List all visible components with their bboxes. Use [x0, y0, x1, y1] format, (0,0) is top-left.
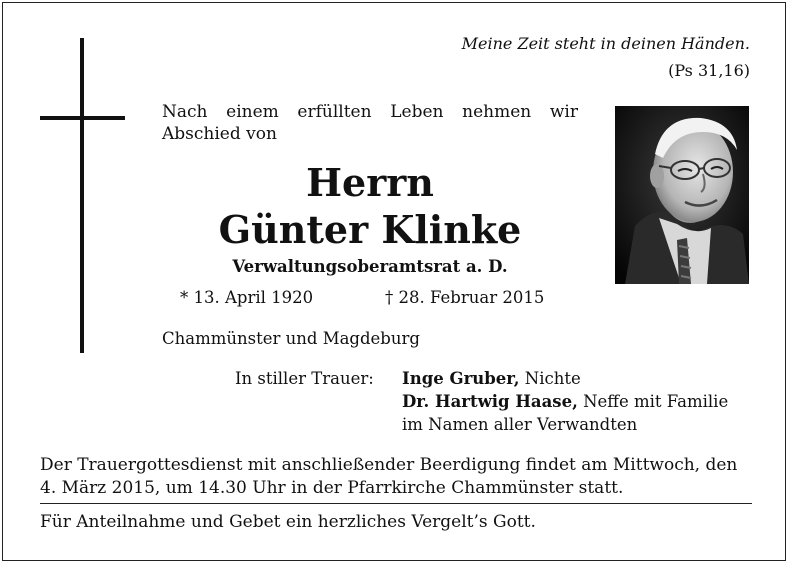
mourner-entry — [402, 392, 728, 411]
mourner-relation: im Namen aller Verwandten — [402, 415, 638, 434]
deceased-name: Günter Klinke — [218, 207, 522, 252]
mourner-name: Inge Gruber, — [402, 369, 520, 388]
mourner-name: Dr. Hartwig Haase, — [402, 392, 578, 411]
cross-icon — [80, 38, 84, 353]
intro-text: Nach einem erfüllten Leben nehmen wir Abschied von — [162, 102, 578, 144]
bible-quote: Meine Zeit steht in deinen Händen. — [461, 34, 750, 53]
portrait-image — [615, 106, 749, 284]
death-date: † 28. Februar 2015 — [385, 288, 545, 307]
mourner-entry — [402, 369, 581, 388]
bible-reference: (Ps 31,16) — [668, 61, 750, 80]
portrait-photo — [615, 106, 749, 284]
cross-icon-bar — [40, 116, 125, 120]
divider — [40, 503, 752, 504]
mourner-relation: Neffe mit Familie — [577, 392, 729, 411]
birth-date: * 13. April 1920 — [180, 288, 314, 307]
deceased-title: Verwaltungsoberamtsrat a. D. — [232, 257, 508, 276]
places: Chammünster und Magdeburg — [162, 329, 420, 348]
mourner-relation: Nichte — [519, 369, 581, 388]
salutation: Herrn — [306, 160, 434, 205]
mourners-label: In stiller Trauer: — [235, 369, 374, 388]
mourner-entry — [402, 415, 637, 434]
thanks-text: Für Anteilnahme und Gebet ein herzliches Vergelt’s Gott. — [40, 512, 536, 532]
service-info: Der Trauergottesdienst mit anschließender Beerdigung findet am Mittwoch, den 4. März 2015, um 14.30 Uhr in der Pfarrkirche Chammünster statt. — [40, 455, 738, 498]
